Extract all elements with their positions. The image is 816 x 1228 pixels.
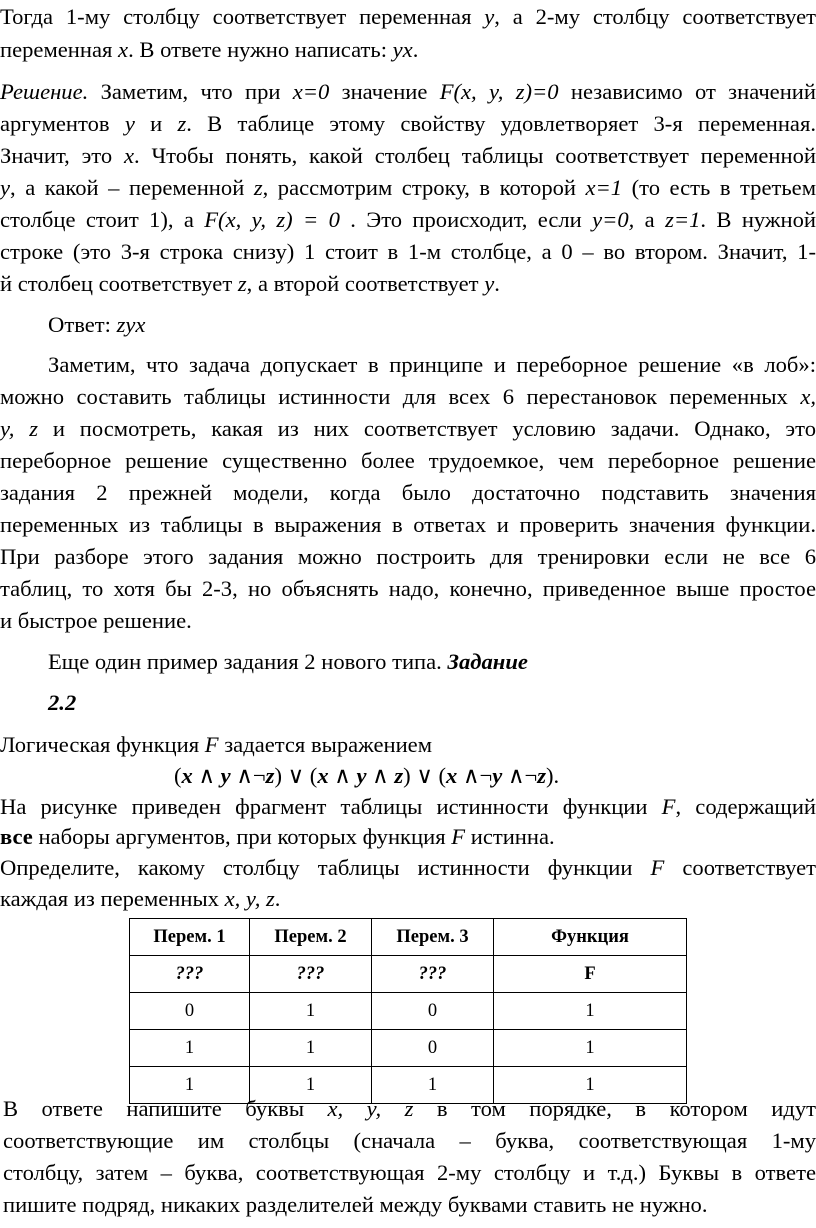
task-number: 2.2 xyxy=(48,690,77,715)
text: , а xyxy=(167,207,205,232)
formula-var: x xyxy=(446,763,458,788)
var: z xyxy=(177,111,187,136)
text: переменная xyxy=(0,37,119,62)
next-task-line xyxy=(48,647,528,677)
text: . xyxy=(494,271,500,296)
text: При разборе этого задания можно построить для тренировки если не все 6 xyxy=(0,544,816,569)
text: . В таблице этому свойству удовлетворяет 3-я переменная. xyxy=(186,111,816,136)
header-cell: Перем. 2 xyxy=(250,919,372,956)
p2-line3 xyxy=(0,141,816,171)
text: (то есть в третьем xyxy=(622,175,816,200)
text: . xyxy=(274,886,281,911)
text: независимо от значений xyxy=(558,79,816,104)
var: x, y, z xyxy=(327,1096,414,1121)
instr-line4 xyxy=(3,1190,816,1220)
var: y, z xyxy=(0,416,39,441)
text: В ответе напишите буквы xyxy=(3,1096,328,1121)
var: x=0 xyxy=(292,79,330,104)
header-cell: Перем. 3 xyxy=(372,919,494,956)
formula-part: ∧ xyxy=(328,763,357,788)
header-cell: Функция xyxy=(494,919,687,956)
text: задания 2 прежней модели, когда было достаточно подставить значения xyxy=(0,480,816,505)
formula-var: z xyxy=(394,763,404,788)
formula-part: ∧¬ xyxy=(502,763,538,788)
table-cell: 1 xyxy=(250,993,372,1030)
formula-part: ∧¬ xyxy=(230,763,266,788)
table-cell: 1 xyxy=(130,1067,250,1104)
text: пишите подряд, никаких разделителей между буквами ставить не нужно. xyxy=(3,1192,708,1217)
text: , содержащий xyxy=(675,794,816,819)
text: соответствующие им столбцы (сначала – буква, соответствующая 1-му xyxy=(3,1128,816,1153)
text: Значит, это xyxy=(0,143,124,168)
task-line3 xyxy=(0,822,816,852)
table-cell: 1 xyxy=(250,1067,372,1104)
formula-part: ). xyxy=(546,763,560,788)
p3-line7 xyxy=(0,542,816,572)
text: переменных из таблицы в выражения в ответах и проверить значения функции. xyxy=(0,512,816,537)
solution-label: Решение. xyxy=(0,79,89,104)
text: . Чтобы понять, какой столбец таблицы соответствует переменной xyxy=(134,143,816,168)
formula xyxy=(174,761,559,791)
text: и посмотреть, какая из них соответствует условию задачи. Однако, это xyxy=(38,416,816,441)
text: Заметим, что задача допускает в принципе и переборное решение «в лоб»: xyxy=(48,352,816,377)
text: в том порядке, в котором идут xyxy=(413,1096,816,1121)
table-cell: 0 xyxy=(372,993,494,1030)
table-cell: F xyxy=(494,956,687,993)
text: , а второй соответствует xyxy=(246,271,485,296)
var: z=1 xyxy=(665,207,701,232)
table-cell: 1 xyxy=(250,1030,372,1067)
p2-line6 xyxy=(0,237,816,267)
text: значение xyxy=(329,79,440,104)
header-cell: Перем. 1 xyxy=(130,919,250,956)
formula-var: x xyxy=(181,763,193,788)
var: F xyxy=(451,824,466,849)
var: y xyxy=(484,271,495,296)
text: переборное решение существенно более трудоемкое, чем переборное решение xyxy=(0,448,816,473)
var: x=1 xyxy=(585,175,623,200)
text: аргументов xyxy=(0,111,125,136)
text: наборы аргументов, при которых функция xyxy=(32,824,452,849)
p3-line2 xyxy=(0,382,816,412)
var: F xyxy=(650,855,665,880)
table-cell: 1 xyxy=(372,1067,494,1104)
p2-line7 xyxy=(0,269,816,299)
table-cell: 1 xyxy=(494,1030,687,1067)
instr-line2 xyxy=(3,1126,816,1156)
p3-line4 xyxy=(0,446,816,476)
truth-table xyxy=(129,918,687,1104)
emphasis: все xyxy=(0,824,33,849)
task-line4 xyxy=(0,853,816,883)
formula-var: z xyxy=(265,763,275,788)
text: Определите, какому столбцу таблицы истинности функции xyxy=(0,855,651,880)
var: y xyxy=(124,111,135,136)
instr-line1 xyxy=(3,1094,816,1124)
p2-line2 xyxy=(0,109,816,139)
text: Тогда 1-му столбцу соответствует переменная xyxy=(0,4,485,29)
p3-line8 xyxy=(0,574,816,604)
p3-line5 xyxy=(0,478,816,508)
text: каждая из переменных xyxy=(0,886,225,911)
p2-line1 xyxy=(0,77,816,107)
table-cell: 1 xyxy=(130,1030,250,1067)
var: x xyxy=(124,143,135,168)
text: , а 2-му столбцу соответствует xyxy=(494,4,816,29)
p2-line5 xyxy=(0,205,816,235)
text: столбце стоит 1) xyxy=(0,207,168,232)
p3-line3 xyxy=(0,414,816,444)
table-cell: 0 xyxy=(130,993,250,1030)
p2-line4 xyxy=(0,173,816,203)
task-line2 xyxy=(0,792,816,822)
answer-line xyxy=(48,310,145,340)
formula-part: ∧ xyxy=(192,763,221,788)
var: z xyxy=(237,271,247,296)
var: y=0, xyxy=(592,207,635,232)
var: y xyxy=(0,175,11,200)
p3-line9 xyxy=(0,606,816,636)
text: и xyxy=(134,111,178,136)
formula-part: ) ∨ ( xyxy=(403,763,447,788)
text: , а какой – переменной xyxy=(10,175,254,200)
p1-line2 xyxy=(0,35,816,65)
task-label: Задание xyxy=(447,649,528,674)
instr-line3 xyxy=(3,1158,816,1188)
var: y xyxy=(484,4,495,29)
formula-var: x xyxy=(317,763,329,788)
formula-var: y xyxy=(492,763,503,788)
table-cell: ??? xyxy=(250,956,372,993)
text: , рассмотрим строку, в которой xyxy=(262,175,586,200)
var: x xyxy=(118,37,129,62)
text: столбцу, затем – буква, соответствующая 2-му столбцу и т.д.) Буквы в ответе xyxy=(3,1160,816,1185)
table-cell: ??? xyxy=(372,956,494,993)
table-cell: 1 xyxy=(494,1067,687,1104)
p1-line1 xyxy=(0,2,816,32)
var: F xyxy=(661,794,676,819)
answer-value: zyx xyxy=(116,312,146,337)
text: Еще один пример задания 2 нового типа. xyxy=(48,649,442,674)
text: истинна. xyxy=(465,824,555,849)
text: задается выражением xyxy=(218,732,432,757)
table-cell: 1 xyxy=(494,993,687,1030)
var: x, y, z xyxy=(224,886,275,911)
text: и быстрое решение. xyxy=(0,608,192,633)
var: z xyxy=(253,175,263,200)
p3-line6 xyxy=(0,510,816,540)
formula-part: ( xyxy=(174,763,182,788)
formula-var: z xyxy=(537,763,547,788)
text: й столбец соответствует xyxy=(0,271,238,296)
formula-part: ) ∨ ( xyxy=(274,763,318,788)
p3-line1 xyxy=(48,350,816,380)
table-header-row xyxy=(130,919,687,956)
task-line1 xyxy=(0,730,816,760)
text: а xyxy=(634,207,666,232)
text: соответствует xyxy=(664,855,816,880)
text: . xyxy=(412,37,419,62)
answer-label: Ответ: xyxy=(48,312,117,337)
text: таблиц, то хотя бы 2-3, но объяснять надо, конечно, приведенное выше простое xyxy=(0,576,816,601)
text: . В нужной xyxy=(700,207,816,232)
var: F xyxy=(204,732,219,757)
formula-var: y xyxy=(220,763,231,788)
table-row xyxy=(130,993,687,1030)
text: можно составить таблицы истинности для всех 6 перестановок переменных xyxy=(0,384,801,409)
text: строке (это 3-я строка снизу) 1 стоит в 1-м столбце, а 0 – во втором. Значит, 1- xyxy=(0,239,816,264)
table-row xyxy=(130,1030,687,1067)
var: yx xyxy=(392,37,413,62)
formula-part: ∧¬ xyxy=(457,763,493,788)
var: x, xyxy=(800,384,816,409)
text: Логическая функция xyxy=(0,732,205,757)
task-line5 xyxy=(0,884,816,914)
var: F(x, y, z) = 0 xyxy=(204,207,340,232)
table-row xyxy=(130,956,687,993)
table-cell: 0 xyxy=(372,1030,494,1067)
text: Заметим, что при xyxy=(88,79,293,104)
formula-part: ∧ xyxy=(366,763,395,788)
table-cell: ??? xyxy=(130,956,250,993)
formula-var: y xyxy=(356,763,367,788)
var: F(x, y, z)=0 xyxy=(439,79,559,104)
text: . В ответе нужно написать: xyxy=(128,37,393,62)
text: На рисунке приведен фрагмент таблицы истинности функции xyxy=(0,794,662,819)
text: . Это происходит, если xyxy=(339,207,593,232)
